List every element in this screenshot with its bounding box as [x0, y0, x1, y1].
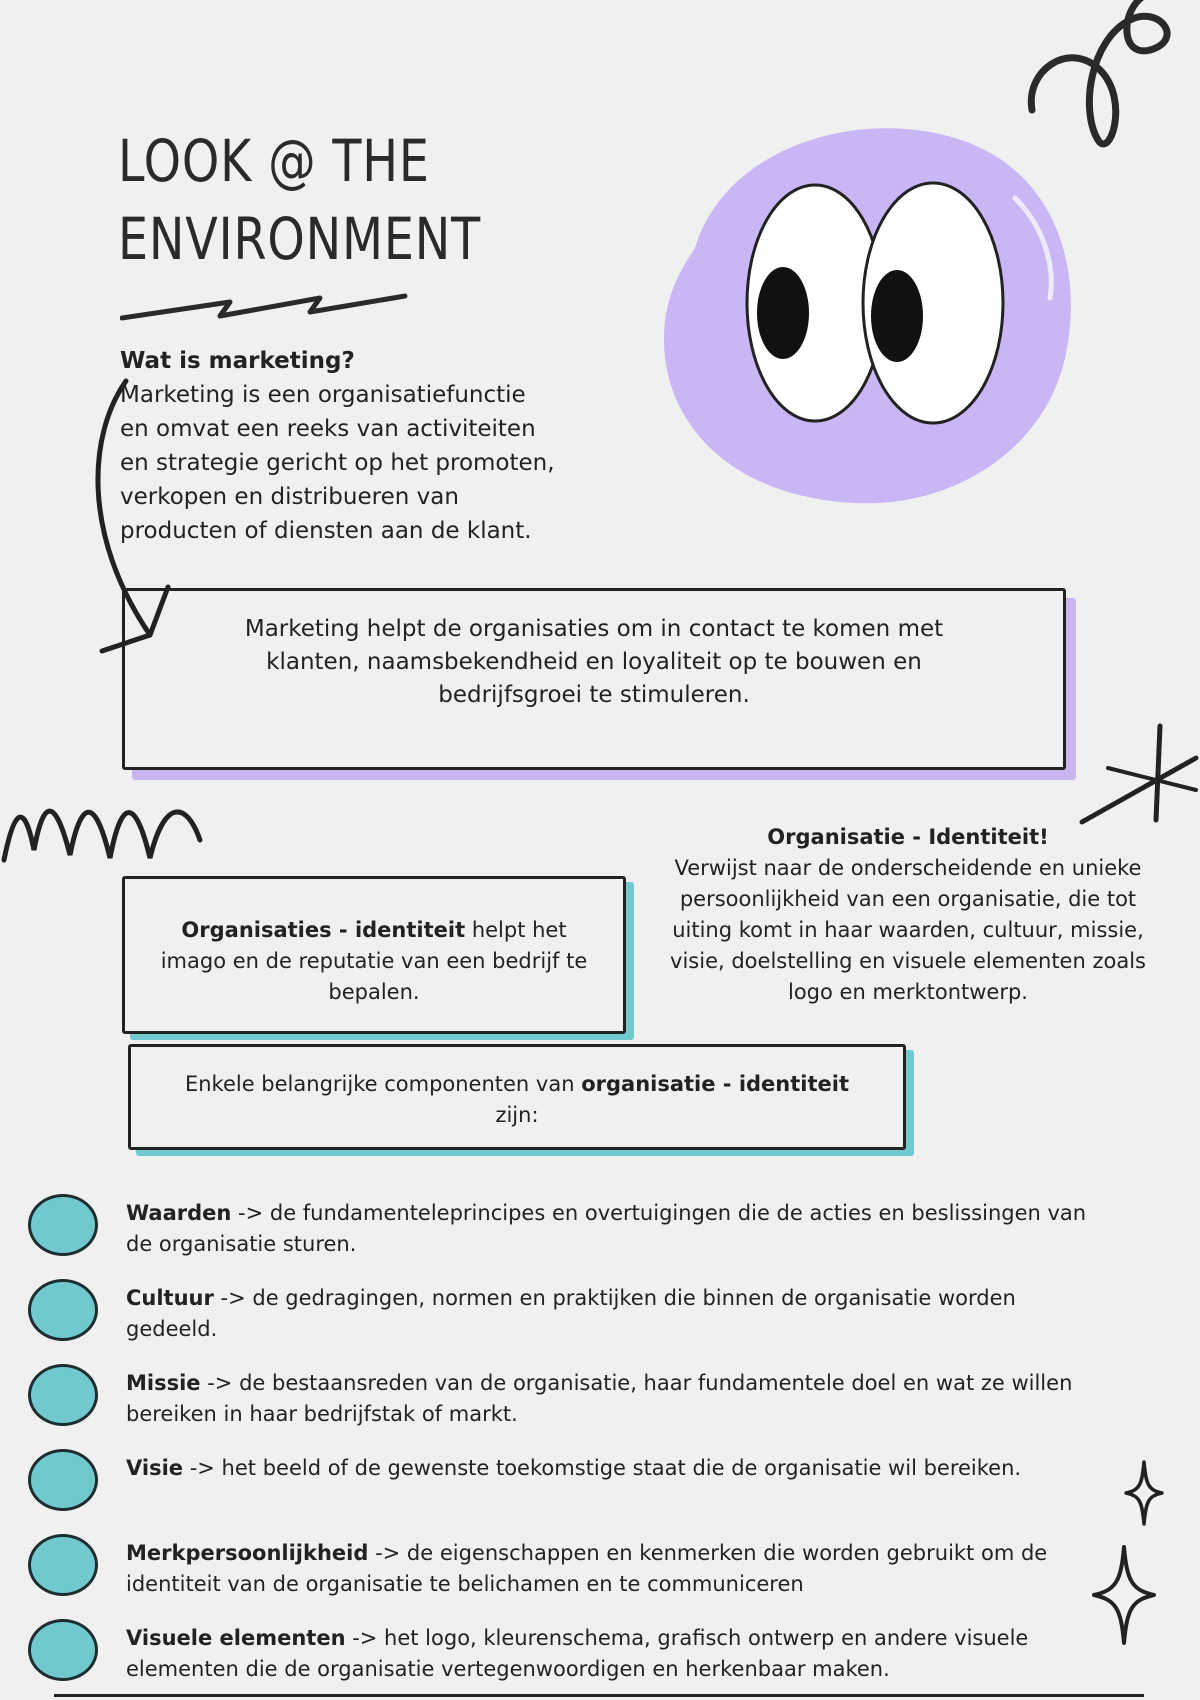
component-text: -> het logo, kleurenschema, grafisch ontwerp en andere visuele elementen die de organisatie vertegenwoordigen en herkenbaar maken. [126, 1626, 1029, 1681]
component-text: -> de bestaansreden van de organisatie, haar fundamentele doel en wat ze willen bereiken in haar bedrijfstak of markt. [126, 1371, 1073, 1426]
identity-heading: Organisatie - Identiteit! [767, 825, 1049, 849]
list-item [24, 1275, 1124, 1360]
list-item [24, 1360, 1124, 1445]
teal-bullet-icon [28, 1279, 98, 1341]
component-term: Merkpersoonlijkheid [126, 1541, 369, 1565]
list-item [24, 1445, 1124, 1530]
zigzag-underline-icon [120, 288, 410, 324]
identity-definition [648, 822, 1168, 1008]
title-line-2: ENVIRONMENT [118, 205, 481, 273]
teal-bullet-icon [28, 1194, 98, 1256]
components-intro-bold: organisatie - identiteit [581, 1072, 850, 1096]
list-item [24, 1615, 1124, 1700]
intro-line: Marketing is een organisatiefunctie [120, 382, 526, 408]
bottom-divider [54, 1694, 1144, 1697]
component-term: Missie [126, 1371, 201, 1395]
identity-purpose-bold: Organisaties - identiteit [181, 918, 466, 942]
component-term: Waarden [126, 1201, 232, 1225]
component-term: Cultuur [126, 1286, 214, 1310]
teal-bullet-icon [28, 1619, 98, 1681]
components-intro-box [128, 1044, 906, 1150]
intro-line: verkopen en distribueren van [120, 484, 459, 510]
component-term: Visie [126, 1456, 184, 1480]
intro-line: en strategie gericht op het promoten, [120, 450, 555, 476]
intro-line: producten of diensten aan de klant. [120, 518, 532, 544]
googly-eyes-blob-icon [655, 118, 1085, 508]
component-text: -> de fundamenteleprincipes en overtuigingen die de acties en beslissingen van de organisatie sturen. [126, 1201, 1087, 1256]
page-title [118, 122, 481, 278]
component-text: -> de eigenschappen en kenmerken die worden gebruikt om de identiteit van de organisatie te belichamen en te communiceren [126, 1541, 1048, 1596]
list-item [24, 1530, 1124, 1615]
intro-line: en omvat een reeks van activiteiten [120, 416, 536, 442]
marketing-benefit-text: Marketing helpt de organisaties om in contact te komen met klanten, naamsbekendheid en loyaliteit op te bouwen en bedrijfsgroei te stimuleren. [244, 616, 944, 708]
identity-purpose-box [122, 876, 626, 1034]
teal-bullet-icon [28, 1534, 98, 1596]
components-intro-text: Enkele belangrijke componenten van [184, 1072, 582, 1096]
components-intro-tail: zijn: [495, 1103, 539, 1127]
list-item [24, 1190, 1124, 1275]
component-text: -> de gedragingen, normen en praktijken die binnen de organisatie worden gedeeld. [126, 1286, 1016, 1341]
teal-bullet-icon [28, 1364, 98, 1426]
identity-purpose-text: helpt het imago en de reputatie van een bedrijf te bepalen. [160, 918, 588, 1004]
star-scribble-icon [1078, 722, 1200, 832]
teal-bullet-icon [28, 1449, 98, 1511]
components-list [24, 1190, 1124, 1700]
intro-question: Wat is marketing? [120, 348, 355, 374]
component-term: Visuele elementen [126, 1626, 346, 1650]
marketing-benefit-box [122, 588, 1066, 770]
sparkle-icon [1124, 1460, 1164, 1526]
sparkle-icon [1092, 1545, 1156, 1645]
component-text: -> het beeld of de gewenste toekomstige staat die de organisatie wil bereiken. [183, 1456, 1022, 1480]
wave-scribble-icon [0, 800, 210, 870]
identity-text: Verwijst naar de onderscheidende en unieke persoonlijkheid van een organisatie, die tot uiting komt in haar waarden, cultuur, missie, visie, doelstelling en visuele elementen zoals logo en merktontwerp. [670, 856, 1146, 1004]
curved-arrow-icon [88, 375, 198, 655]
title-line-1: LOOK @ THE [118, 127, 430, 195]
